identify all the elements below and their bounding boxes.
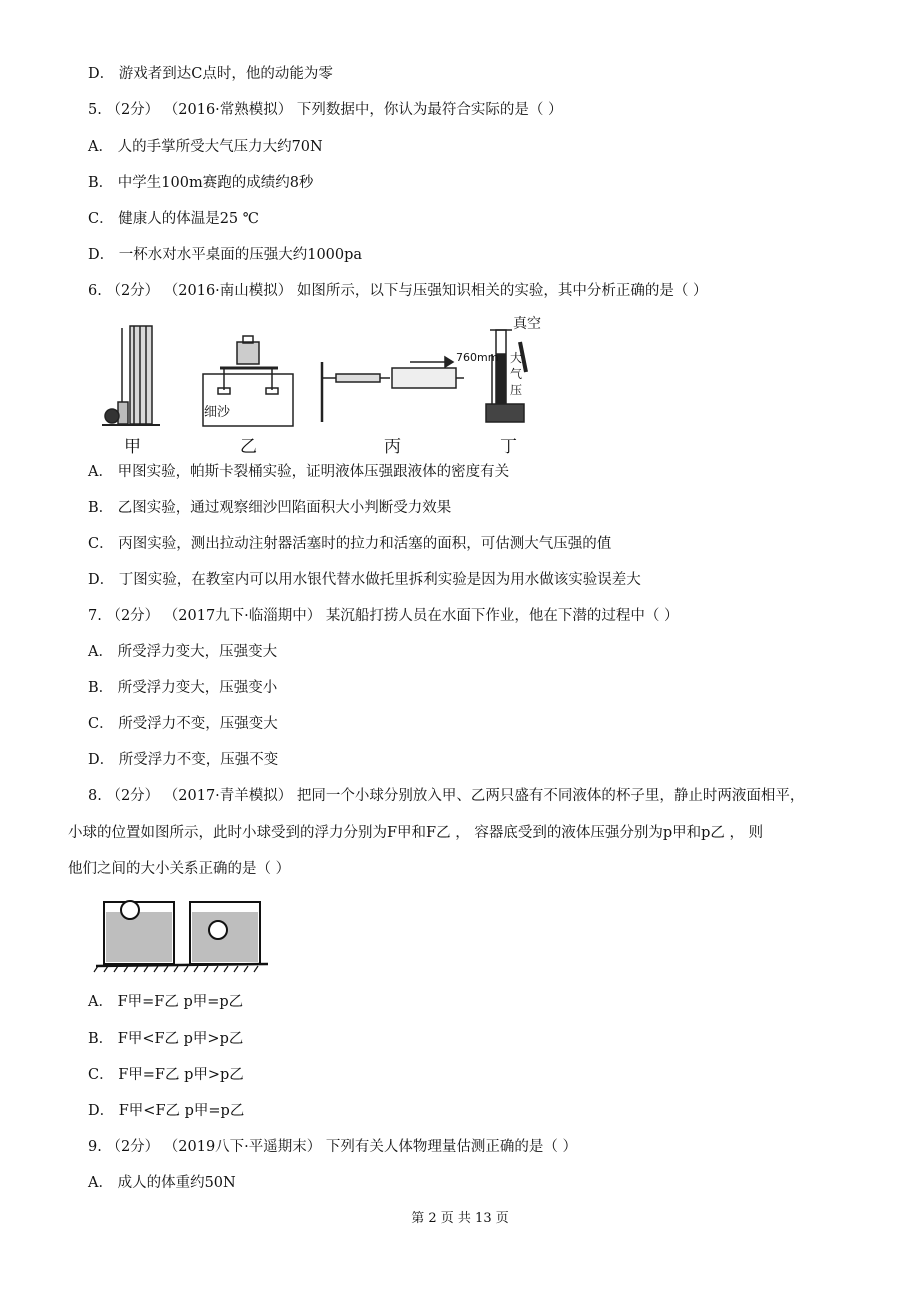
figure-label-ding: 丁 <box>500 437 517 457</box>
figure-label-atm-2: 气 <box>510 367 523 381</box>
q5-option-b: B． 中学生100m赛跑的成绩约8秒 <box>88 175 314 191</box>
q7-option-a: A． 所受浮力变大，压强变大 <box>88 644 278 660</box>
q7-option-d: D． 所受浮力不变，压强不变 <box>88 752 279 768</box>
q6-option-a: A． 甲图实验，帕斯卡裂桶实验，证明液体压强跟液体的密度有关 <box>88 464 510 480</box>
question-9: 9. （2分） （2019八下·平遥期末） 下列有关人体物理量估测正确的是（ ） <box>88 1139 578 1155</box>
figure-label-yi: 乙 <box>240 437 257 457</box>
figure-label-sand: 细沙 <box>204 405 231 420</box>
q8-option-b: B． F甲<F乙 p甲>p乙 <box>88 1031 244 1047</box>
cup-jia-liquid <box>106 912 172 962</box>
q6-figure <box>100 312 600 460</box>
figure-bing-syringe <box>322 357 464 422</box>
q8-figure <box>92 892 272 974</box>
question-5: 5. （2分） （2016·常熟模拟） 下列数据中，你认为最符合实际的是（ ） <box>88 102 563 118</box>
ball-in-yi <box>209 921 227 939</box>
question-8-line-1: 8. （2分） （2017·青羊模拟） 把同一个小球分别放入甲、乙两只盛有不同液体的杯子里，静止时两液面相平， <box>88 788 805 804</box>
question-7: 7. （2分） （2017九下·临淄期中） 某沉船打捞人员在水面下作业，他在下潜的过程中（ ） <box>88 608 679 624</box>
q6-option-b: B． 乙图实验，通过观察细沙凹陷面积大小判断受力效果 <box>88 500 452 516</box>
figure-label-760mm: 760mm <box>456 351 499 364</box>
q9-option-a: A． 成人的体重约50N <box>88 1175 236 1191</box>
q8-option-d: D． F甲<F乙 p甲=p乙 <box>88 1103 245 1119</box>
figure-label-atm-1: 大 <box>510 351 523 365</box>
question-6: 6. （2分） （2016·南山模拟） 如图所示，以下与压强知识相关的实验，其中分析正确的是（ ） <box>88 283 708 299</box>
page-footer: 第 2 页 共 13 页 <box>411 1211 509 1226</box>
option-d-prev: D． 游戏者到达C点时，他的动能为零 <box>88 66 333 82</box>
q8-option-a: A． F甲=F乙 p甲=p乙 <box>88 994 244 1010</box>
q7-option-b: B． 所受浮力变大，压强变小 <box>88 680 278 696</box>
figure-label-vacuum: 真空 <box>513 316 541 332</box>
q5-option-a: A． 人的手掌所受大气压力大约70N <box>88 139 323 155</box>
figure-label-jia: 甲 <box>124 437 141 457</box>
question-8-line-2: 小球的位置如图所示，此时小球受到的浮力分别为F甲和F乙 ， 容器底受到的液体压强分别为p甲和p乙 ， 则 <box>68 825 764 841</box>
q8-option-c: C． F甲=F乙 p甲>p乙 <box>88 1067 244 1083</box>
q6-option-d: D． 丁图实验，在教室内可以用水银代替水做托里拆利实验是因为用水做该实验误差大 <box>88 572 641 588</box>
question-8-line-3: 他们之间的大小关系正确的是（ ） <box>68 861 291 877</box>
q6-option-c: C． 丙图实验，测出拉动注射器活塞时的拉力和活塞的面积，可估测大气压强的值 <box>88 536 612 552</box>
q5-option-d: D． 一杯水对水平桌面的压强大约1000pa <box>88 247 363 263</box>
ball-in-jia <box>121 901 139 919</box>
figure-jia-barrel <box>102 326 160 425</box>
q5-option-c: C． 健康人的体温是25 ℃ <box>88 211 259 227</box>
q7-option-c: C． 所受浮力不变，压强变大 <box>88 716 278 732</box>
figure-label-atm-3: 压 <box>510 383 523 397</box>
figure-label-bing: 丙 <box>384 437 401 457</box>
